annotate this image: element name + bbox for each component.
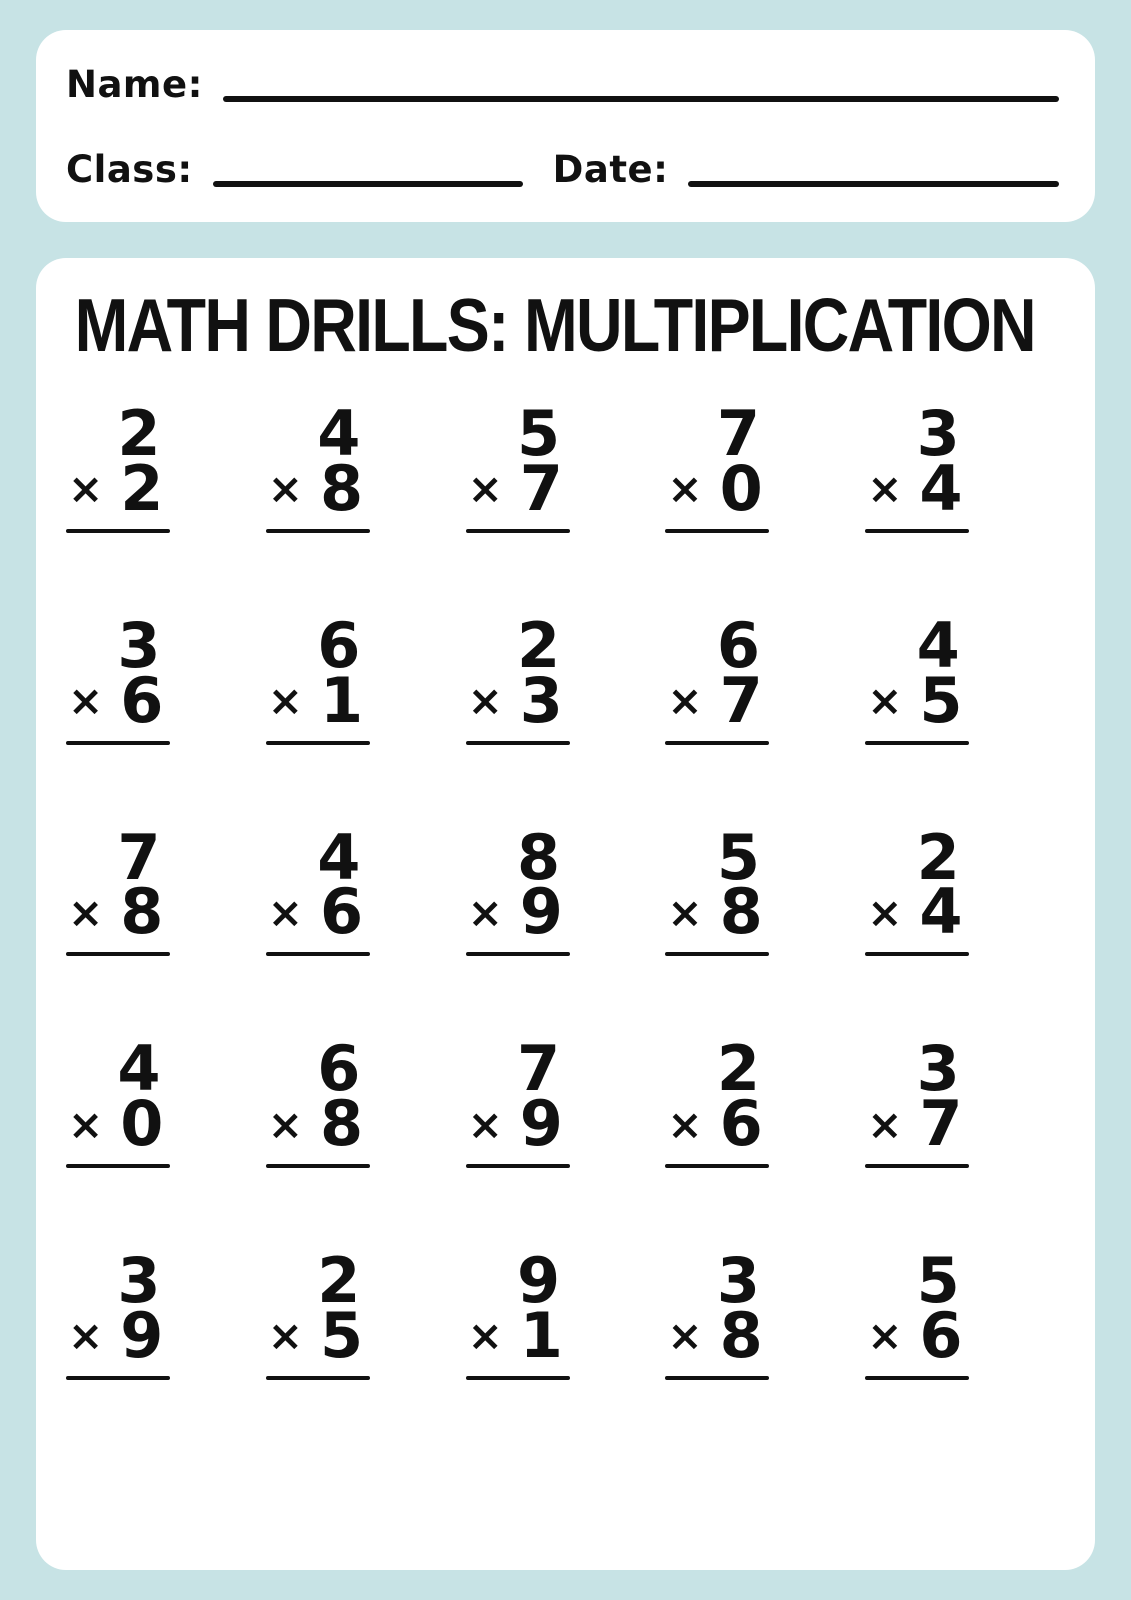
multiplication-problem: [466, 397, 570, 533]
class-date-field-row: [66, 148, 1059, 191]
bottom-operand-row: [665, 875, 769, 952]
top-operand: 4: [317, 820, 361, 894]
multiplication-problem: [66, 397, 170, 533]
top-operand: 5: [716, 820, 760, 894]
name-write-line: [223, 96, 1059, 102]
bottom-operand-row: [266, 1087, 370, 1164]
bottom-operand-row: [66, 451, 170, 529]
bottom-operand: 6: [919, 1299, 963, 1373]
bottom-operand-row: [66, 875, 170, 952]
bottom-operand-row: [865, 451, 969, 529]
bottom-operand-row: [266, 451, 370, 529]
top-operand: 6: [317, 608, 361, 682]
top-operand: 6: [716, 608, 760, 682]
answer-line: [466, 1164, 570, 1168]
bottom-operand: 9: [519, 1087, 563, 1161]
name-field-row: [66, 63, 1059, 106]
answer-line: [865, 1376, 969, 1380]
answer-line: [66, 741, 170, 745]
multiplication-problem: [665, 1032, 769, 1168]
bottom-operand-row: [266, 663, 370, 741]
bottom-operand: 4: [919, 451, 963, 525]
multiplication-problem: [865, 608, 969, 745]
multiplication-problem: [66, 1244, 170, 1380]
multiplication-problem: [266, 1032, 370, 1168]
bottom-operand-row: [66, 663, 170, 741]
bottom-operand: 1: [519, 1299, 563, 1373]
answer-line: [665, 1164, 769, 1168]
name-label: Name:: [66, 63, 203, 106]
bottom-operand: 9: [519, 875, 563, 949]
bottom-operand: 4: [919, 875, 963, 949]
bottom-operand-row: [466, 451, 570, 529]
top-operand: 2: [117, 397, 161, 470]
multiply-sign: ×: [267, 1311, 303, 1361]
top-operand: 8: [517, 820, 561, 894]
answer-line: [466, 952, 570, 956]
top-operand: 5: [916, 1244, 960, 1318]
answer-line: [665, 1376, 769, 1380]
multiply-sign: ×: [267, 464, 303, 514]
answer-line: [266, 952, 370, 956]
class-label: Class:: [66, 148, 193, 191]
date-write-line: [688, 181, 1059, 187]
bottom-operand: 7: [519, 451, 563, 525]
top-operand: 4: [317, 397, 361, 470]
bottom-operand: 8: [320, 451, 364, 525]
multiply-sign: ×: [68, 464, 104, 514]
bottom-operand: 9: [120, 1299, 164, 1373]
multiply-sign: ×: [267, 1099, 303, 1149]
top-operand: 2: [317, 1244, 361, 1318]
answer-line: [466, 741, 570, 745]
answer-line: [266, 741, 370, 745]
bottom-operand-row: [865, 1087, 969, 1164]
top-operand: 7: [716, 397, 760, 470]
bottom-operand-row: [466, 1299, 570, 1376]
multiplication-problem: [66, 820, 170, 957]
top-operand: 3: [916, 397, 960, 470]
top-operand: 2: [716, 1032, 760, 1106]
bottom-operand: 5: [919, 663, 963, 737]
bottom-operand-row: [865, 663, 969, 741]
bottom-operand-row: [665, 451, 769, 529]
top-operand: 7: [117, 820, 161, 894]
bottom-operand: 6: [719, 1087, 763, 1161]
multiplication-problem: [266, 820, 370, 957]
multiply-sign: ×: [467, 1099, 503, 1149]
multiplication-problem: [266, 608, 370, 745]
answer-line: [865, 952, 969, 956]
multiply-sign: ×: [667, 676, 703, 726]
bottom-operand: 8: [120, 875, 164, 949]
answer-line: [466, 1376, 570, 1380]
bottom-operand: 3: [519, 663, 563, 737]
multiplication-problem: [466, 1032, 570, 1168]
multiplication-problem: [266, 397, 370, 533]
bottom-operand-row: [865, 1299, 969, 1376]
bottom-operand-row: [665, 663, 769, 741]
problems-grid: [66, 397, 1065, 1380]
multiplication-problem: [665, 1244, 769, 1380]
multiply-sign: ×: [467, 676, 503, 726]
multiply-sign: ×: [867, 676, 903, 726]
answer-line: [665, 529, 769, 533]
multiply-sign: ×: [467, 1311, 503, 1361]
top-operand: 3: [916, 1032, 960, 1106]
answer-line: [266, 1164, 370, 1168]
bottom-operand-row: [66, 1087, 170, 1164]
multiplication-problem: [865, 1032, 969, 1168]
bottom-operand-row: [665, 1299, 769, 1376]
answer-line: [665, 741, 769, 745]
bottom-operand: 1: [320, 663, 364, 737]
bottom-operand: 7: [919, 1087, 963, 1161]
multiply-sign: ×: [667, 887, 703, 937]
top-operand: 7: [517, 1032, 561, 1106]
multiply-sign: ×: [867, 464, 903, 514]
multiplication-problem: [66, 608, 170, 745]
bottom-operand: 2: [120, 451, 164, 525]
top-operand: 6: [317, 1032, 361, 1106]
answer-line: [665, 952, 769, 956]
student-info-panel: [36, 30, 1095, 222]
multiply-sign: ×: [667, 464, 703, 514]
multiplication-problem: [665, 820, 769, 957]
top-operand: 9: [517, 1244, 561, 1318]
bottom-operand: 6: [320, 875, 364, 949]
top-operand: 2: [916, 820, 960, 894]
bottom-operand-row: [266, 1299, 370, 1376]
multiply-sign: ×: [867, 887, 903, 937]
top-operand: 3: [716, 1244, 760, 1318]
top-operand: 4: [916, 608, 960, 682]
bottom-operand: 8: [719, 1299, 763, 1373]
multiplication-problem: [865, 820, 969, 957]
date-label: Date:: [552, 148, 669, 191]
multiply-sign: ×: [68, 887, 104, 937]
multiply-sign: ×: [867, 1099, 903, 1149]
multiply-sign: ×: [867, 1311, 903, 1361]
top-operand: 5: [517, 397, 561, 470]
multiply-sign: ×: [267, 887, 303, 937]
problems-panel: [36, 258, 1095, 1570]
multiplication-problem: [466, 1244, 570, 1380]
top-operand: 4: [117, 1032, 161, 1106]
multiply-sign: ×: [467, 464, 503, 514]
multiply-sign: ×: [68, 1311, 104, 1361]
bottom-operand-row: [266, 875, 370, 952]
top-operand: 3: [117, 608, 161, 682]
top-operand: 3: [117, 1244, 161, 1318]
bottom-operand-row: [865, 875, 969, 952]
multiplication-problem: [466, 608, 570, 745]
multiply-sign: ×: [68, 676, 104, 726]
bottom-operand-row: [466, 875, 570, 952]
multiplication-problem: [865, 397, 969, 533]
worksheet-title: MATH DRILLS: MULTIPLICATION: [74, 283, 1035, 367]
multiplication-problem: [865, 1244, 969, 1380]
answer-line: [266, 529, 370, 533]
answer-line: [66, 952, 170, 956]
answer-line: [66, 1376, 170, 1380]
class-write-line: [213, 181, 523, 187]
bottom-operand-row: [466, 663, 570, 741]
bottom-operand-row: [665, 1087, 769, 1164]
multiplication-problem: [266, 1244, 370, 1380]
bottom-operand: 8: [320, 1087, 364, 1161]
multiplication-problem: [665, 608, 769, 745]
multiply-sign: ×: [267, 676, 303, 726]
multiplication-problem: [665, 397, 769, 533]
bottom-operand-row: [466, 1087, 570, 1164]
answer-line: [865, 741, 969, 745]
bottom-operand: 6: [120, 663, 164, 737]
answer-line: [865, 529, 969, 533]
multiply-sign: ×: [467, 887, 503, 937]
answer-line: [466, 529, 570, 533]
multiply-sign: ×: [667, 1099, 703, 1149]
top-operand: 2: [517, 608, 561, 682]
answer-line: [66, 1164, 170, 1168]
answer-line: [266, 1376, 370, 1380]
multiplication-problem: [466, 820, 570, 957]
multiply-sign: ×: [68, 1099, 104, 1149]
multiply-sign: ×: [667, 1311, 703, 1361]
bottom-operand: 8: [719, 875, 763, 949]
bottom-operand-row: [66, 1299, 170, 1376]
multiplication-problem: [66, 1032, 170, 1168]
bottom-operand: 0: [719, 451, 763, 525]
bottom-operand: 0: [120, 1087, 164, 1161]
bottom-operand: 5: [320, 1299, 364, 1373]
bottom-operand: 7: [719, 663, 763, 737]
answer-line: [865, 1164, 969, 1168]
answer-line: [66, 529, 170, 533]
